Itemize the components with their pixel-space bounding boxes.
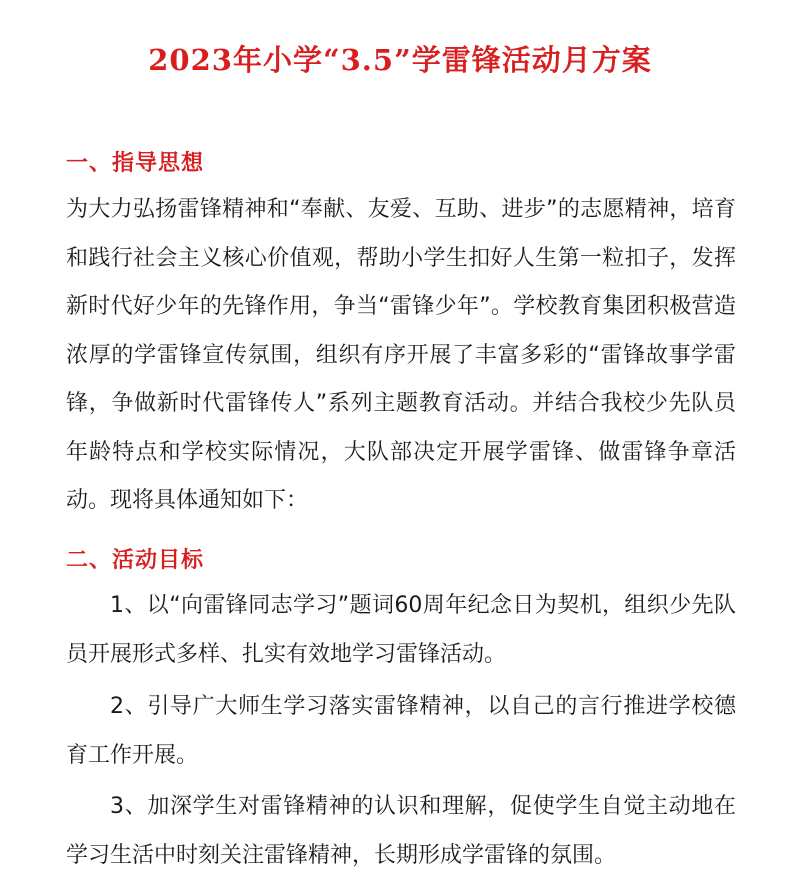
paragraph-guiding-ideology: 为大力弘扬雷锋精神和“奉献、友爱、互助、进步”的志愿精神，培育和践行社会主义核心价值观，帮助小学生扣好人生第一粒扣子，发挥新时代好少年的先锋作用，争当“雷锋少年”。学校教育集团积极营造浓厚的学雷锋宣传氛围，组织有序开展了丰富多彩的“雷锋故事学雷锋，争做新时代雷锋传人”系列主题教育活动。并结合我校少先队员年龄特点和学校实际情况，大队部决定开展学雷锋、做雷锋争章活动。现将具体通知如下： [66, 197, 736, 513]
section-heading-guiding-ideology: 一、指导思想 [66, 151, 205, 176]
paragraph-goal-1: 1、以“向雷锋同志学习”题词60周年纪念日为契机，组织少先队员开展形式多样、扎实有效地学习雷锋活动。 [66, 593, 736, 667]
document-title: 2023年小学“3.5”学雷锋活动月方案 [148, 43, 652, 77]
paragraph-goal-2: 2、引导广大师生学习落实雷锋精神，以自己的言行推进学校德育工作开展。 [66, 694, 736, 768]
section-heading-activity-goals: 二、活动目标 [66, 548, 205, 573]
paragraph-goal-3: 3、加深学生对雷锋精神的认识和理解，促使学生自觉主动地在学习生活中时刻关注雷锋精神，长期形成学雷锋的氛围。 [66, 794, 736, 868]
